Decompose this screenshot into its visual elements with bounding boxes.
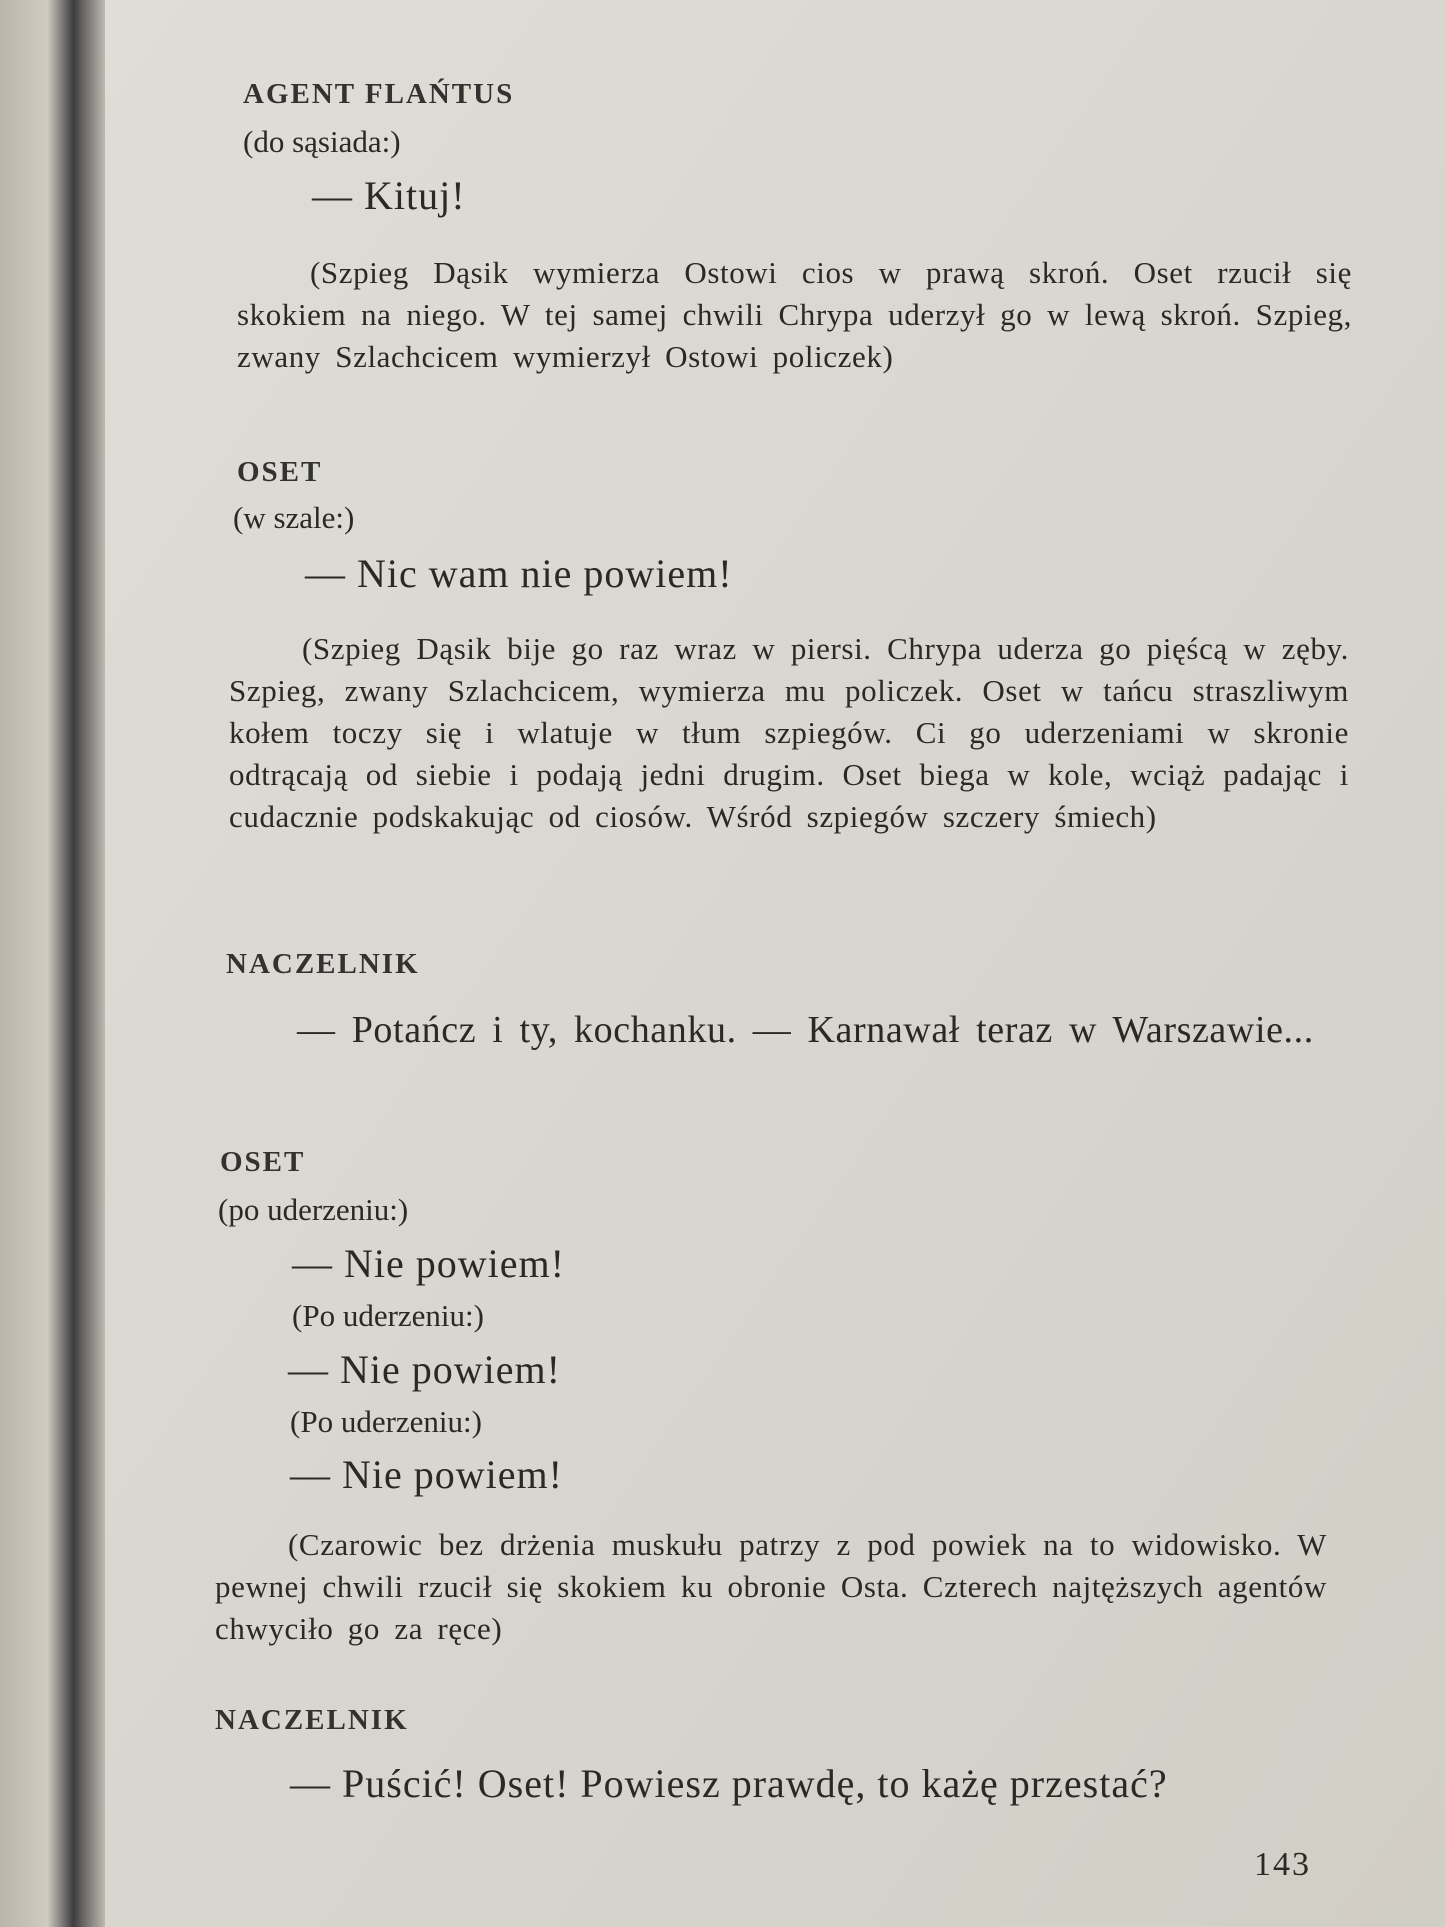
speaker-naczelnik: NACZELNIK: [215, 1704, 409, 1736]
stage-direction-paragraph: (Szpieg Dąsik bije go raz wraz w piersi. Chrypa uderza go pięścą w zęby. Szpieg, zwany Szlachcicem, wymierza mu policzek. Oset w tańcu straszliwym kołem toczy się i wlatuje w tłum szpiegów. Ci go uderzeniami w skronie odtrącają od siebie i podają jedni drugim. Oset biega w kole, wciąż padając i cudacznie podskakując od ciosów. Wśród szpiegów szczery śmiech): [229, 631, 1349, 834]
stage-direction: (do sąsiada:): [243, 124, 401, 159]
speaker-agent-flantus: AGENT FLAŃTUS: [243, 78, 515, 110]
speaker-oset: OSET: [237, 456, 323, 488]
dialogue-line: — Nie powiem!: [288, 1347, 561, 1392]
dialogue-line: — Nie powiem!: [292, 1241, 565, 1286]
stage-direction: (po uderzeniu:): [218, 1192, 409, 1227]
dialogue-line: — Nic wam nie powiem!: [305, 551, 733, 596]
stage-direction-paragraph: (Szpieg Dąsik wymierza Ostowi cios w prawą skroń. Oset rzucił się skokiem na niego. W tej samej chwili Chrypa uderzył go w lewą skroń. Szpieg, zwany Szlachcicem wymierzył Ostowi policzek): [237, 255, 1352, 374]
book-spine: [0, 0, 105, 1927]
stage-direction: (Po uderzeniu:): [292, 1298, 484, 1333]
page-number: 143: [1254, 1846, 1311, 1883]
stage-direction: (w szale:): [233, 500, 355, 535]
dialogue-line: — Puścić! Oset! Powiesz prawdę, to każę przestać?: [290, 1761, 1168, 1806]
dialogue-paragraph: — Potańcz i ty, kochanku. — Karnawał teraz w Warszawie...: [297, 1009, 1314, 1051]
dialogue-line: — Kituj!: [312, 173, 466, 218]
speaker-naczelnik: NACZELNIK: [226, 948, 420, 980]
dialogue-line: — Nie powiem!: [290, 1452, 563, 1497]
speaker-oset: OSET: [220, 1146, 306, 1178]
stage-direction-paragraph: (Czarowic bez drżenia muskułu patrzy z pod powiek na to widowisko. W pewnej chwili rzucił się skokiem ku obronie Osta. Czterech najtęższych agentów chwyciło go za ręce): [215, 1527, 1327, 1646]
stage-direction: (Po uderzeniu:): [290, 1404, 482, 1439]
